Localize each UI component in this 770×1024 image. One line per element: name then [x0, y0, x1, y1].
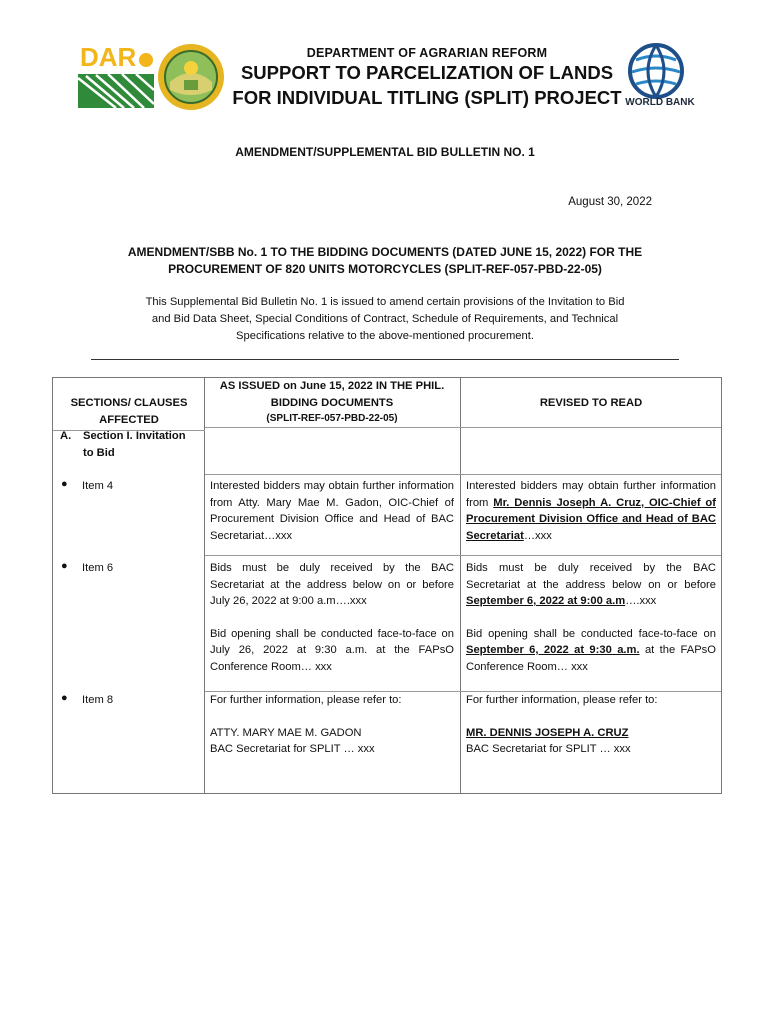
world-bank-globe-icon	[626, 42, 686, 100]
column-divider	[204, 378, 205, 793]
project-title-line2: FOR INDIVIDUAL TITLING (SPLIT) PROJECT	[232, 87, 622, 108]
section-a-title: Section I. Invitation to Bid	[83, 430, 186, 459]
world-bank-label: WORLD BANK	[625, 97, 695, 108]
item4-revised-text: Interested bidders may obtain further information from Mr. Dennis Joseph A. Cruz, OIC-Chief of Procurement Division Office and Head of BAC Secretariat…xxx	[466, 480, 716, 542]
intro-line2: and Bid Data Sheet, Special Conditions of Contract, Schedule of Requirements, and Technical	[151, 313, 619, 325]
row-divider	[205, 555, 721, 556]
intro-line3: Specifications relative to the above-mentioned procurement.	[236, 330, 534, 342]
amendment-table	[52, 377, 722, 794]
intro-paragraph	[90, 294, 680, 345]
bullet-icon: ●	[61, 478, 68, 490]
bulletin-title: AMENDMENT/SUPPLEMENTAL BID BULLETIN NO. 1	[235, 145, 535, 159]
row-divider	[205, 474, 721, 475]
col-header-sections: SECTIONS/ CLAUSES AFFECTED	[70, 397, 188, 426]
dar-seal-logo	[156, 42, 226, 112]
intro-line1: This Supplemental Bid Bulletin No. 1 is issued to amend certain provisions of the Invitation to Bid	[145, 296, 625, 308]
subject-heading	[70, 244, 700, 278]
project-title-line1: SUPPORT TO PARCELIZATION OF LANDS	[240, 62, 614, 83]
department-name: DEPARTMENT OF AGRARIAN REFORM	[306, 46, 548, 60]
section-a-marker: A.	[60, 430, 72, 442]
dar-logo	[78, 42, 154, 108]
item8-issued-text: For further information, please refer to: ATTY. MARY MAE M. GADON BAC Secretariat for SPLIT … xxx	[210, 694, 402, 755]
bullet-icon: ●	[61, 692, 68, 704]
item-label: Item 6	[82, 562, 114, 574]
col-header-as-issued: AS ISSUED on June 15, 2022 IN THE PHIL. BIDDING DOCUMENTS (SPLIT-REF-057-PBD-22-05)	[219, 380, 445, 424]
item6-revised-text: Bids must be duly received by the BAC Secretariat at the address below on or before September 6, 2022 at 9:00 a.m….xxx Bid opening shall be conducted face-to-face on September 6, 2022 at 9:30 a.m. at the FAPsO Conference Room… xxx	[466, 562, 716, 673]
subject-line2: PROCUREMENT OF 820 UNITS MOTORCYCLES (SPLIT-REF-057-PBD-22-05)	[168, 262, 602, 276]
column-divider	[460, 378, 461, 793]
dar-logo-text: DAR	[80, 42, 137, 72]
bulletin-date: August 30, 2022	[568, 196, 652, 208]
divider-line	[91, 359, 679, 360]
item8-revised-text: For further information, please refer to: MR. DENNIS JOSEPH A. CRUZ BAC Secretariat for SPLIT … xxx	[466, 694, 658, 755]
item-label: Item 8	[82, 694, 114, 706]
col-header-revised: REVISED TO READ	[539, 397, 643, 409]
item-label: Item 4	[82, 480, 114, 492]
item6-issued-text: Bids must be duly received by the BAC Secretariat at the address below on or before July 26, 2022 at 9:00 a.m….xxx Bid opening shall be conducted face-to-face on July 26, 2022 at 9:30 a.m. at the FAPsO Conference Room… xxx	[210, 562, 454, 673]
item4-issued-text: Interested bidders may obtain further information from Atty. Mary Mae M. Gadon, OIC-Chief of Procurement Division Office and Head of BAC Secretariat…xxx	[210, 480, 454, 542]
bullet-icon: ●	[61, 560, 68, 572]
subject-line1: AMENDMENT/SBB No. 1 TO THE BIDDING DOCUMENTS (DATED JUNE 15, 2022) FOR THE	[127, 245, 643, 259]
